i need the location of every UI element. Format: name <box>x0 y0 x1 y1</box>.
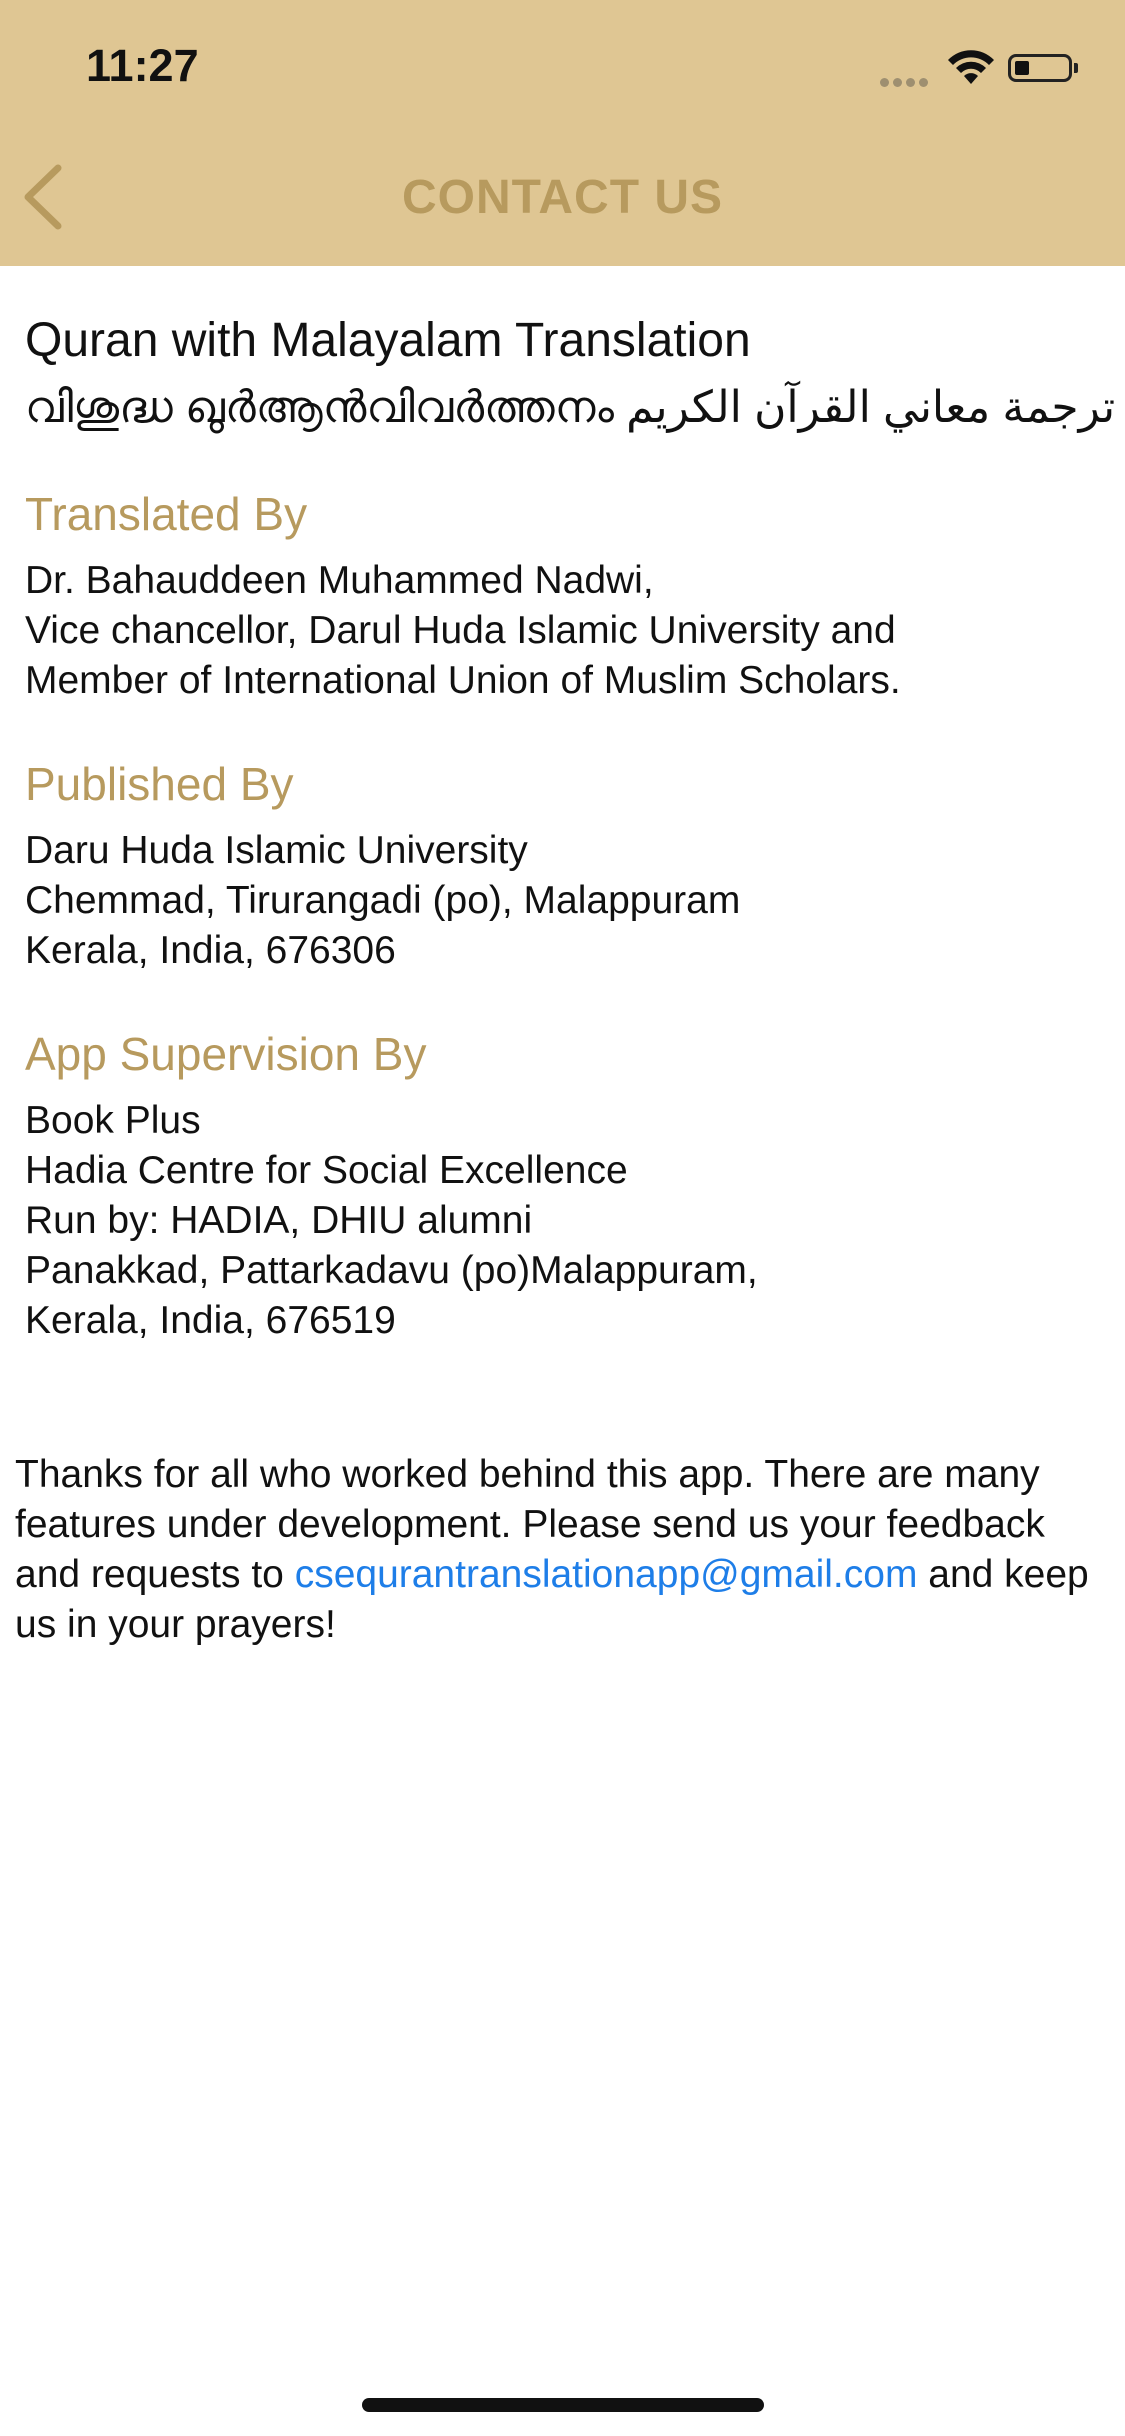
translated-by-line: Vice chancellor, Darul Huda Islamic University and <box>25 609 896 652</box>
published-by-section <box>25 754 1105 976</box>
translated-by-body <box>25 556 1105 706</box>
app-supervision-section <box>25 1024 1105 1346</box>
translated-by-line: Dr. Bahauddeen Muhammed Nadwi, <box>25 559 654 602</box>
published-by-heading: Published By <box>25 758 294 810</box>
translated-by-heading: Translated By <box>25 488 308 540</box>
navigation-bar <box>0 0 1125 266</box>
app-supervision-line: Run by: HADIA, DHIU alumni <box>25 1199 533 1242</box>
app-title: Quran with Malayalam Translation <box>25 314 751 367</box>
app-supervision-line: Panakkad, Pattarkadavu (po)Malappuram, <box>25 1249 758 1292</box>
app-supervision-line: Book Plus <box>25 1099 201 1142</box>
page-title: CONTACT US <box>401 171 724 224</box>
app-supervision-heading: App Supervision By <box>25 1028 427 1080</box>
translated-by-section <box>25 484 1105 706</box>
app-subtitle: വിശുദ്ധ ഖുർആൻവിവർത്തനം ترجمة معاني القرآن الكريم <box>25 383 1116 432</box>
published-by-line: Chemmad, Tirurangadi (po), Malappuram <box>25 879 741 922</box>
app-supervision-line: Kerala, India, 676519 <box>25 1299 396 1342</box>
thanks-text-end: and keep us in your prayers! <box>15 1553 1089 1646</box>
app-supervision-line: Hadia Centre for Social Excellence <box>25 1149 628 1192</box>
app-supervision-body <box>25 1096 1105 1346</box>
wifi-icon <box>947 50 995 86</box>
published-by-line: Kerala, India, 676306 <box>25 929 396 972</box>
contact-content <box>25 310 1116 1346</box>
translated-by-line: Member of International Union of Muslim Scholars. <box>25 659 901 702</box>
published-by-line: Daru Huda Islamic University <box>25 829 528 872</box>
thanks-text: Thanks for all who worked behind this app. There are many features under development. Please send us your feedback and requests to <box>15 1453 1045 1596</box>
home-indicator[interactable] <box>362 2398 764 2412</box>
published-by-body <box>25 826 1105 976</box>
cellular-signal-icon <box>880 74 932 92</box>
thanks-paragraph <box>15 1450 1110 1650</box>
email-link[interactable]: csequrantranslationapp@gmail.com <box>294 1553 918 1596</box>
battery-icon <box>1008 54 1072 82</box>
status-time: 11:27 <box>86 40 199 91</box>
